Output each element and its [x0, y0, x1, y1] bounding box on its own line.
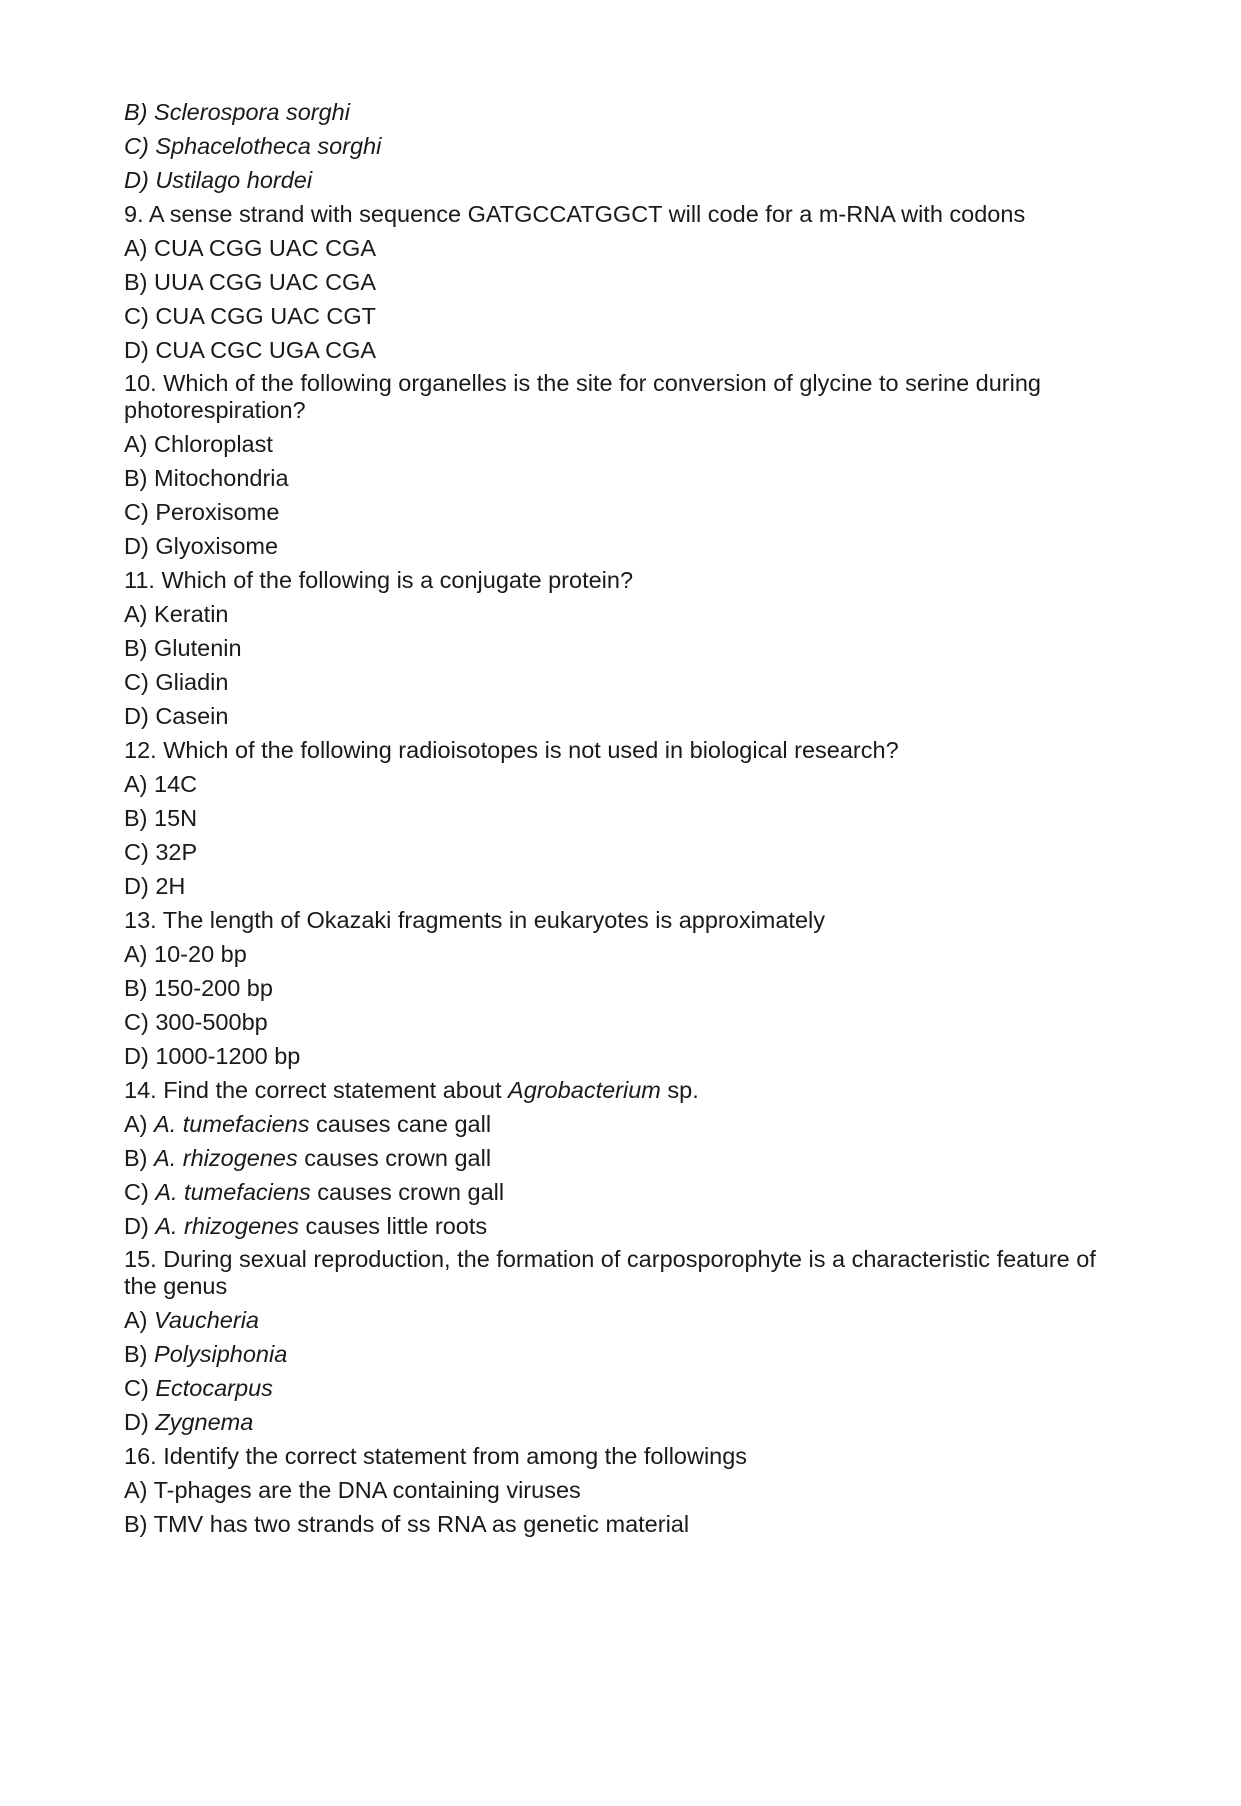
option-line: D) Zygnema [124, 1409, 254, 1435]
option-line: A) Chloroplast [124, 431, 273, 457]
question-16: 16. Identify the correct statement from among the followings [124, 1443, 748, 1469]
option-line: B) 15N [124, 805, 198, 831]
option-line: B) Sclerospora sorghi [124, 99, 350, 125]
question-11: 11. Which of the following is a conjugate protein? [124, 567, 634, 593]
option-line: B) A. rhizogenes causes crown gall [124, 1145, 492, 1171]
option-line: C) 300-500bp [124, 1009, 268, 1035]
option-line: D) A. rhizogenes causes little roots [124, 1213, 488, 1239]
question-9: 9. A sense strand with sequence GATGCCATGGCT will code for a m-RNA with codons [124, 201, 1026, 227]
option-line: A) Keratin [124, 601, 229, 627]
option-line: A) 14C [124, 771, 198, 797]
option-line: B) Glutenin [124, 635, 242, 661]
option-line: C) 32P [124, 839, 198, 865]
option-line: B) 150-200 bp [124, 975, 273, 1001]
option-line: A) 10-20 bp [124, 941, 247, 967]
option-line: A) CUA CGG UAC CGA [124, 235, 377, 261]
option-line: A) A. tumefaciens causes cane gall [124, 1111, 492, 1137]
option-line: C) CUA CGG UAC CGT [124, 303, 376, 329]
option-line: C) Sphacelotheca sorghi [124, 133, 382, 159]
option-line: D) CUA CGC UGA CGA [124, 337, 377, 363]
option-line: D) Glyoxisome [124, 533, 279, 559]
option-line: B) Mitochondria [124, 465, 289, 491]
option-line: D) 1000-1200 bp [124, 1043, 301, 1069]
question-13: 13. The length of Okazaki fragments in eukaryotes is approximately [124, 907, 826, 933]
option-line: D) Casein [124, 703, 229, 729]
option-line: B) Polysiphonia [124, 1341, 288, 1367]
option-line: B) UUA CGG UAC CGA [124, 269, 377, 295]
question-10: 10. Which of the following organelles is the site for conversion of glycine to serine during photorespiration? [124, 370, 1048, 423]
option-line: C) Peroxisome [124, 499, 280, 525]
option-line: D) Ustilago hordei [124, 167, 313, 193]
option-line: D) 2H [124, 873, 186, 899]
question-12: 12. Which of the following radioisotopes is not used in biological research? [124, 737, 899, 763]
option-line: C) A. tumefaciens causes crown gall [124, 1179, 505, 1205]
option-line: A) T-phages are the DNA containing viruses [124, 1477, 581, 1503]
option-line: A) Vaucheria [124, 1307, 259, 1333]
question-15: 15. During sexual reproduction, the formation of carposporophyte is a characteristic feature of the genus [124, 1246, 1103, 1299]
question-14: 14. Find the correct statement about Agrobacterium sp. [124, 1077, 699, 1103]
option-line: B) TMV has two strands of ss RNA as genetic material [124, 1511, 690, 1537]
exam-page [124, 98, 1124, 1544]
option-line: C) Gliadin [124, 669, 229, 695]
option-line: C) Ectocarpus [124, 1375, 273, 1401]
